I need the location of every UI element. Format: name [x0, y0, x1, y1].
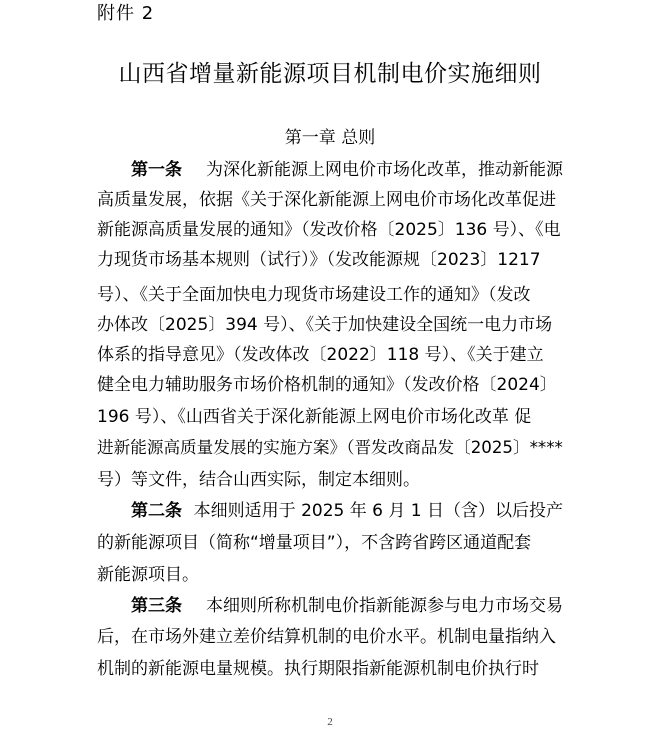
article-3-text: 后，在市场外建立差价结算机制的电价水平。机制电量指纳入 — [97, 627, 556, 647]
article-1-text: 196 号）、《山西省关于深化新能源上网电价市场化改革 促 — [97, 407, 532, 427]
article-3-text: 机制的新能源电量规模。执行期限指新能源机制电价执行时 — [97, 659, 539, 679]
article-1-line-10 — [97, 433, 563, 463]
article-3-line-1 — [131, 591, 563, 621]
article-3-label: 第三条 — [131, 596, 182, 616]
article-1-text: 号）等文件，结合山西实际，制定本细则。 — [97, 470, 420, 490]
article-1-line-6 — [97, 310, 563, 340]
article-1-line-3 — [97, 215, 563, 245]
article-2-line-2 — [97, 528, 563, 558]
article-1-text: 进新能源高质量发展的实施方案》（晋发改商品发〔2025〕**** — [97, 438, 563, 457]
article-1-line-11 — [97, 465, 563, 495]
article-1-line-5 — [97, 280, 563, 310]
chapter-heading: 第一章 总则 — [284, 128, 376, 148]
article-1-label: 第一条 — [131, 160, 182, 180]
article-1-line-1 — [131, 155, 563, 185]
article-2-text: 本细则适用于 2025 年 6 月 1 日（含）以后投产 — [193, 501, 563, 521]
article-3-text: 本细则所称机制电价指新能源参与电力市场交易 — [206, 596, 563, 616]
article-2-line-1 — [131, 496, 563, 526]
article-1-line-9 — [97, 402, 563, 432]
attachment-label: 附件 2 — [97, 3, 155, 24]
document-title: 山西省增量新能源项目机制电价实施细则 — [118, 61, 542, 87]
article-1-line-7 — [97, 340, 563, 370]
article-2-line-3 — [97, 560, 563, 590]
article-1-text: 为深化新能源上网电价市场化改革，推动新能源 — [206, 160, 563, 180]
article-1-text: 力现货市场基本规则（试行）》（发改能源规〔2023〕1217 — [97, 250, 541, 270]
article-1-line-4 — [97, 245, 563, 275]
article-3-line-2 — [97, 622, 563, 652]
article-3-line-3 — [97, 654, 563, 684]
article-1-text: 体系的指导意见》（发改体改〔2022〕118 号）、《关于建立 — [97, 345, 544, 365]
article-1-text: 办体改〔2025〕394 号）、《关于加快建设全国统一电力市场 — [97, 315, 553, 335]
article-1-text: 号）、《关于全面加快电力现货市场建设工作的通知》（发改 — [97, 285, 531, 305]
article-2-label: 第二条 — [131, 501, 182, 521]
article-1-line-2 — [97, 185, 563, 215]
article-1-line-8 — [97, 370, 563, 400]
page-number: 2 — [327, 716, 333, 728]
article-1-text: 健全电力辅助服务市场价格机制的通知》（发改价格〔2024〕 — [97, 375, 557, 395]
article-2-text: 的新能源项目（简称“增量项目”），不含跨省跨区通道配套 — [97, 533, 532, 553]
article-1-text: 高质量发展，依据《关于深化新能源上网电价市场化改革促进 — [97, 190, 556, 210]
article-1-text: 新能源高质量发展的通知》（发改价格〔2025〕136 号）、《电 — [97, 220, 561, 240]
article-2-text: 新能源项目。 — [97, 565, 199, 585]
